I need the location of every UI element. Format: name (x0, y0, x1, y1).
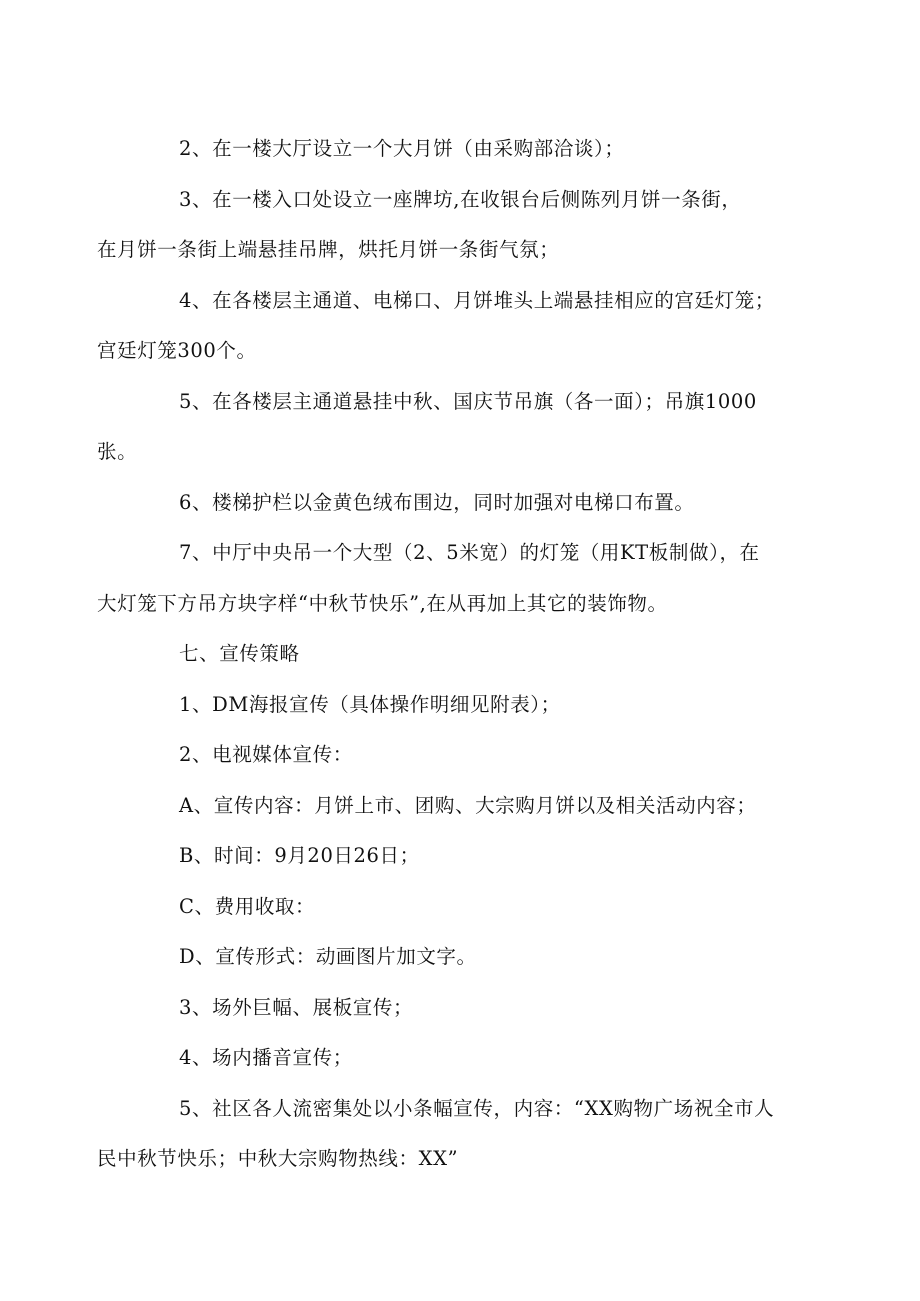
paragraph-tv-content (138, 781, 788, 832)
paragraph-line: 2、电视媒体宣传： (179, 743, 353, 766)
paragraph-community-banners (97, 1084, 788, 1185)
paragraph-line: C、费用收取： (179, 894, 316, 918)
paragraph-line: 1、DM海报宣传（具体操作明细见附表）； (179, 692, 561, 716)
paragraph-line: D、宣传形式：动画图片加文字。 (179, 945, 477, 968)
paragraph-tv-time (138, 831, 788, 882)
paragraph-line: 5、在各楼层主通道悬挂中秋、国庆节吊旗（各一面）；吊旗1000 (179, 389, 757, 413)
paragraph-tv-fee (138, 882, 788, 933)
paragraph-line: 4、场内播音宣传； (179, 1046, 353, 1069)
document-body (97, 124, 788, 1185)
section-heading: 七、宣传策略 (179, 642, 300, 665)
paragraph-3-archway (97, 175, 788, 276)
paragraph-line-continued: 在月饼一条街上端悬挂吊牌，烘托月饼一条街气氛； (97, 238, 560, 261)
section-heading-promotion-strategy (138, 629, 788, 680)
paragraph-indoor-broadcast (138, 1033, 788, 1084)
paragraph-line: 7、中厅中央吊一个大型（2、5米宽）的灯笼（用KT板制做），在 (179, 541, 760, 564)
paragraph-7-big-lantern (97, 528, 788, 629)
paragraph-line: B、时间：9月20日26日； (179, 844, 420, 867)
paragraph-line: 5、社区各人流密集处以小条幅宣传，内容：“XX购物广场祝全市人 (179, 1096, 775, 1120)
paragraph-dm-poster (138, 680, 788, 731)
paragraph-line-continued: 民中秋节快乐；中秋大宗购物热线：XX” (97, 1147, 459, 1170)
paragraph-line: 2、在一楼大厅设立一个大月饼（由采购部洽谈）； (179, 137, 625, 160)
paragraph-line: 4、在各楼层主通道、电梯口、月饼堆头上端悬挂相应的宫廷灯笼； (179, 288, 775, 312)
paragraph-2-big-mooncake (138, 124, 788, 175)
paragraph-6-stair-railing (138, 478, 788, 529)
paragraph-line: 6、楼梯护栏以金黄色绒布围边，同时加强对电梯口布置。 (179, 490, 695, 514)
paragraph-line-continued: 张。 (97, 440, 138, 463)
paragraph-outdoor-banners (138, 983, 788, 1034)
paragraph-line: 3、在一楼入口处设立一座牌坊,在收银台后侧陈列月饼一条街， (179, 187, 742, 211)
paragraph-4-lanterns (97, 276, 788, 377)
paragraph-line-continued: 宫廷灯笼300个。 (97, 339, 257, 362)
paragraph-tv-media (138, 730, 788, 781)
paragraph-tv-format (138, 932, 788, 983)
paragraph-line: A、宣传内容：月饼上市、团购、大宗购月饼以及相关活动内容； (179, 793, 757, 817)
paragraph-5-hanging-flags (97, 377, 788, 478)
paragraph-line: 3、场外巨幅、展板宣传； (179, 995, 414, 1019)
paragraph-line-continued: 大灯笼下方吊方块字样“中秋节快乐”,在从再加上其它的装饰物。 (97, 591, 668, 615)
